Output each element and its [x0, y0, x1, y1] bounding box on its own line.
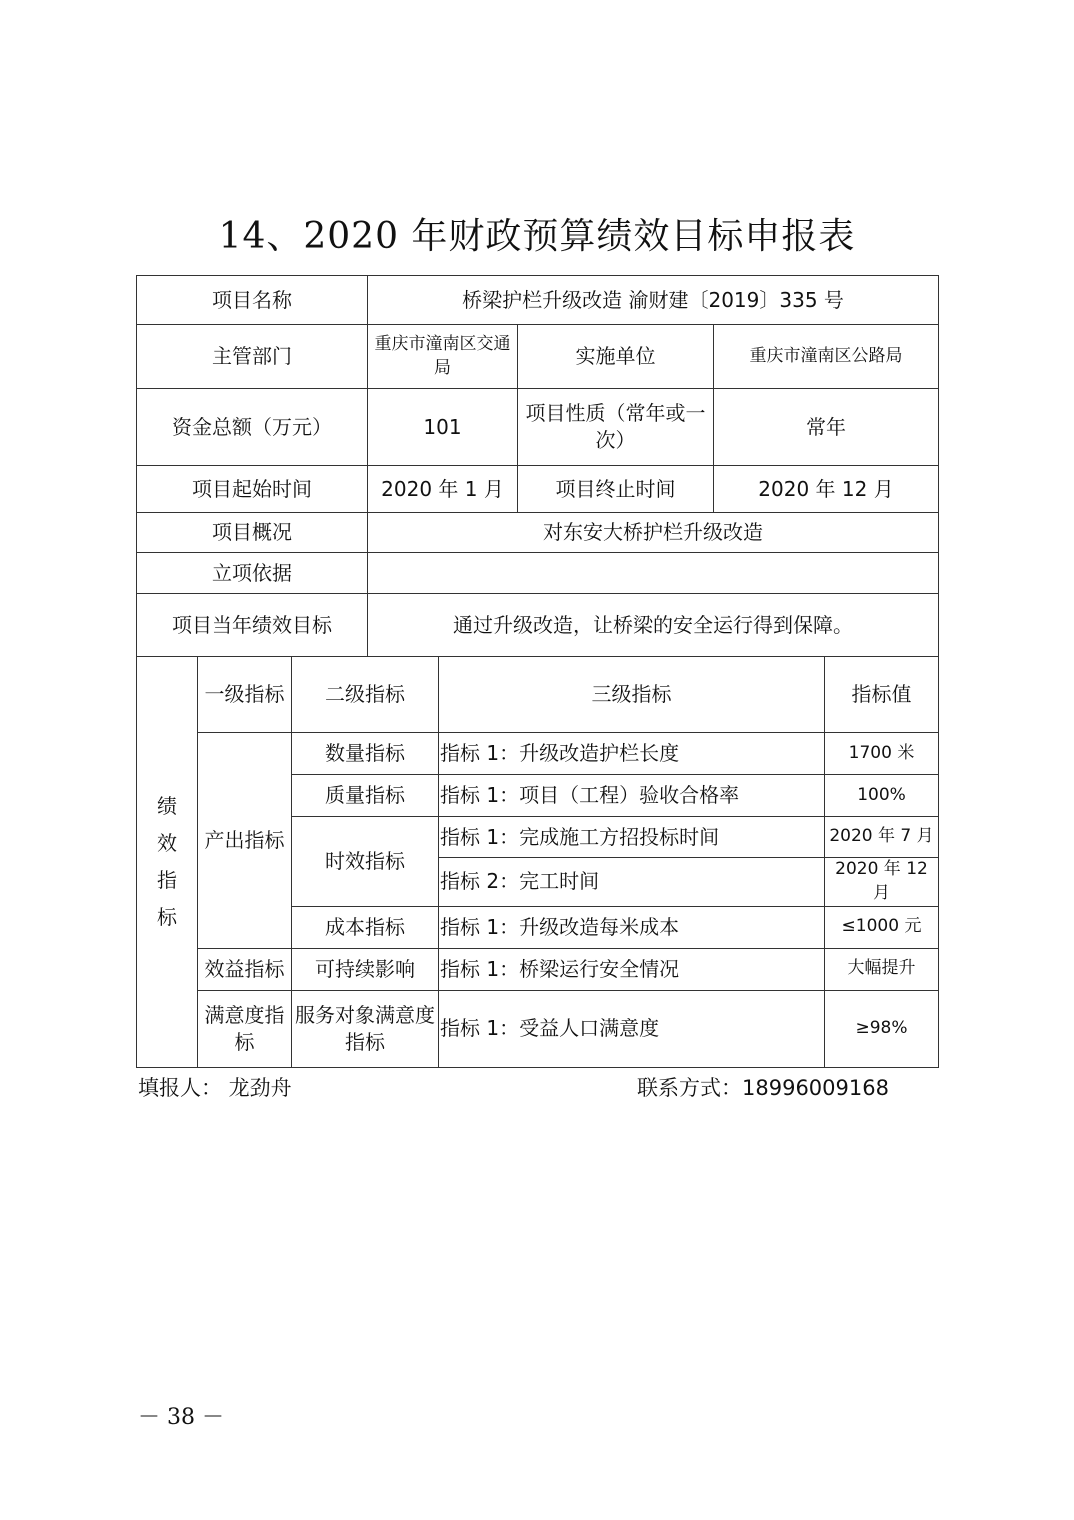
contact: 联系方式：18996009168 — [637, 1076, 889, 1100]
quantity-label: 数量指标 — [292, 733, 439, 775]
page-number: － 38 － — [138, 1405, 224, 1430]
header-level2: 二级指标 — [292, 657, 439, 733]
time-item-1: 指标 1：完成施工方招投标时间 — [439, 817, 825, 858]
time-value-2: 2020 年 12 月 — [825, 858, 939, 907]
fund-label: 资金总额（万元） — [137, 389, 368, 466]
header-level3: 三级指标 — [439, 657, 825, 733]
start-value: 2020 年 1 月 — [368, 466, 518, 513]
page-title: 14、2020 年财政预算绩效目标申报表 — [218, 216, 856, 257]
time-label: 时效指标 — [292, 817, 439, 907]
goal-value: 通过升级改造，让桥梁的安全运行得到保障。 — [368, 594, 939, 657]
sustain-item: 指标 1：桥梁运行安全情况 — [439, 948, 825, 990]
overview-label: 项目概况 — [137, 513, 368, 553]
quality-item: 指标 1：项目（工程）验收合格率 — [439, 775, 825, 817]
output-indicator-label: 产出指标 — [198, 733, 292, 949]
side-char-4: 标 — [157, 904, 177, 929]
header-value: 指标值 — [825, 657, 939, 733]
quality-value: 100% — [825, 775, 939, 817]
benefit-label: 效益指标 — [198, 948, 292, 990]
basis-value — [368, 553, 939, 594]
start-label: 项目起始时间 — [137, 466, 368, 513]
service-label: 服务对象满意度指标 — [292, 990, 439, 1067]
time-value-1: 2020 年 7 月 — [825, 817, 939, 858]
indicator-table — [136, 656, 939, 1068]
project-info-table — [136, 275, 939, 657]
dept-label: 主管部门 — [137, 325, 368, 389]
nature-value: 常年 — [714, 389, 939, 466]
fund-value: 101 — [368, 389, 518, 466]
performance-indicator-side-label — [137, 657, 198, 1068]
impl-value: 重庆市潼南区公路局 — [714, 325, 939, 389]
service-item: 指标 1：受益人口满意度 — [439, 990, 825, 1067]
end-label: 项目终止时间 — [518, 466, 714, 513]
side-char-2: 效 — [157, 830, 177, 855]
side-char-3: 指 — [157, 867, 177, 892]
time-item-2: 指标 2：完工时间 — [439, 858, 825, 907]
side-char-1: 绩 — [157, 793, 177, 818]
cost-label: 成本指标 — [292, 906, 439, 948]
end-value: 2020 年 12 月 — [714, 466, 939, 513]
goal-label: 项目当年绩效目标 — [137, 594, 368, 657]
dept-value: 重庆市潼南区交通局 — [368, 325, 518, 389]
basis-label: 立项依据 — [137, 553, 368, 594]
cost-value: ≤1000 元 — [825, 906, 939, 948]
satisfaction-label: 满意度指标 — [198, 990, 292, 1067]
cost-item: 指标 1：升级改造每米成本 — [439, 906, 825, 948]
project-name-label: 项目名称 — [137, 276, 368, 325]
sustain-label: 可持续影响 — [292, 948, 439, 990]
reporter: 填报人： 龙劲舟 — [138, 1076, 292, 1100]
quantity-value: 1700 米 — [825, 733, 939, 775]
quantity-item: 指标 1：升级改造护栏长度 — [439, 733, 825, 775]
service-value: ≥98% — [825, 990, 939, 1067]
overview-value: 对东安大桥护栏升级改造 — [368, 513, 939, 553]
project-name-value: 桥梁护栏升级改造 渝财建〔2019〕335 号 — [368, 276, 939, 325]
quality-label: 质量指标 — [292, 775, 439, 817]
header-level1: 一级指标 — [198, 657, 292, 733]
nature-label: 项目性质（常年或一次） — [518, 389, 714, 466]
impl-label: 实施单位 — [518, 325, 714, 389]
sustain-value: 大幅提升 — [825, 948, 939, 990]
